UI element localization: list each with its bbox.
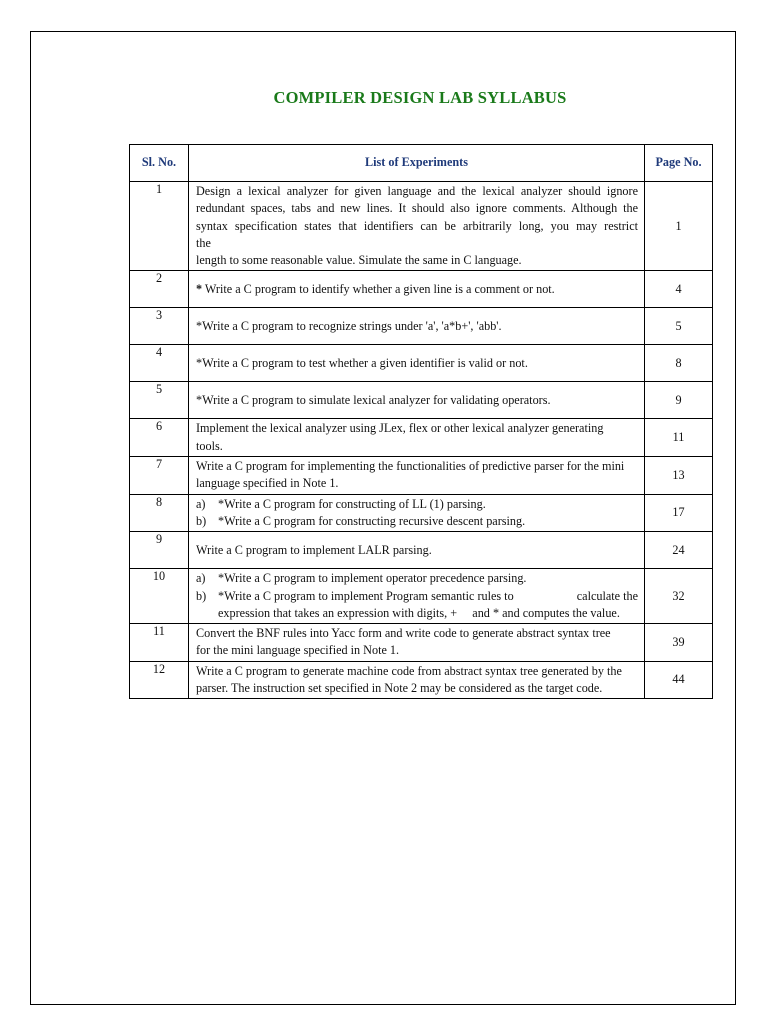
row-experiment: *Write a C program to test whether a given identifier is valid or not. (189, 345, 645, 382)
text-line: for the mini language specified in Note 1. (196, 643, 400, 658)
sub-item-text: *Write a C program to implement operator precedence parsing. (218, 571, 527, 586)
table-header-row (130, 145, 713, 182)
sub-item-text: *Write a C program for constructing of LL (1) parsing. (218, 496, 486, 511)
text-line: the (196, 235, 211, 250)
table-row (130, 419, 713, 457)
text-line: Design a lexical analyzer for given language and the lexical analyzer should ignore (196, 184, 638, 198)
row-sl-no: 8 (130, 494, 189, 532)
table-row (130, 382, 713, 419)
row-experiment (189, 569, 645, 624)
row-experiment (189, 271, 645, 308)
row-page-no: 13 (645, 457, 713, 495)
row-sl-no: 1 (130, 182, 189, 271)
row-page-no: 32 (645, 569, 713, 624)
sub-item (196, 588, 638, 605)
row-page-no: 39 (645, 624, 713, 662)
table-row (130, 271, 713, 308)
sub-item (196, 570, 638, 587)
sub-item (196, 513, 638, 530)
row-sl-no: 3 (130, 308, 189, 345)
sub-item-text-left: *Write a C program to implement Program semantic rules to (218, 588, 514, 603)
row-experiment: Write a C program to implement LALR parsing. (189, 532, 645, 569)
row-page-no: 4 (645, 271, 713, 308)
row-sl-no: 9 (130, 532, 189, 569)
row-experiment (189, 661, 645, 699)
text-line: Convert the BNF rules into Yacc form and write code to generate abstract syntax tree (196, 626, 611, 641)
text-line: language specified in Note 1. (196, 476, 339, 491)
text-line: tools. (196, 438, 223, 453)
sub-item-text (218, 588, 638, 605)
table-row (130, 457, 713, 495)
row-experiment: *Write a C program to simulate lexical analyzer for validating operators. (189, 382, 645, 419)
table-row (130, 532, 713, 569)
star-mark: * (196, 281, 203, 296)
row-page-no: 11 (645, 419, 713, 457)
row-sl-no: 5 (130, 382, 189, 419)
row-page-no: 17 (645, 494, 713, 532)
table-row (130, 569, 713, 624)
text-line: parser. The instruction set specified in Note 2 may be considered as the target code. (196, 681, 603, 696)
sub-item-label: b) (196, 588, 207, 603)
row-sl-no: 10 (130, 569, 189, 624)
table-row (130, 308, 713, 345)
row-page-no: 8 (645, 345, 713, 382)
table-row (130, 624, 713, 662)
text-line: Implement the lexical analyzer using JLex, flex or other lexical analyzer generating (196, 421, 604, 436)
text-line: length to some reasonable value. Simulate the same in C language. (196, 253, 522, 268)
row-experiment (189, 182, 645, 271)
table-row (130, 661, 713, 699)
row-sl-no: 7 (130, 457, 189, 495)
header-page-no: Page No. (645, 145, 713, 182)
row-experiment (189, 457, 645, 495)
sub-item (196, 496, 638, 513)
row-sl-no: 6 (130, 419, 189, 457)
syllabus-table (129, 144, 713, 699)
text-line: Write a C program for implementing the functionalities of predictive parser for the mini (196, 459, 625, 474)
row-sl-no: 12 (130, 661, 189, 699)
row-experiment (189, 494, 645, 532)
row-page-no: 44 (645, 661, 713, 699)
sub-item-label: a) (196, 496, 206, 511)
sub-item-continuation: expression that takes an expression with digits, + and * and computes the value. (218, 605, 620, 620)
row-experiment (189, 624, 645, 662)
table-row (130, 182, 713, 271)
sub-item-text-right: calculate the (576, 588, 638, 603)
row-experiment: *Write a C program to recognize strings under 'a', 'a*b+', 'abb'. (189, 308, 645, 345)
text-line: syntax specification states that identifiers can be arbitrarily long, you may restrict (196, 218, 638, 233)
sub-item-label: a) (196, 571, 206, 586)
text-line: redundant spaces, tabs and new lines. It should also ignore comments. Although the (196, 201, 638, 216)
row-sl-no: 4 (130, 345, 189, 382)
table-row (130, 494, 713, 532)
page-title: COMPILER DESIGN LAB SYLLABUS (273, 88, 567, 107)
sub-item-text: *Write a C program for constructing recursive descent parsing. (218, 513, 526, 528)
row-page-no: 9 (645, 382, 713, 419)
row-page-no: 5 (645, 308, 713, 345)
row-sl-no: 2 (130, 271, 189, 308)
table-row (130, 345, 713, 382)
row-experiment (189, 419, 645, 457)
text-line: Write a C program to generate machine code from abstract syntax tree generated by the (196, 663, 622, 678)
row-sl-no: 11 (130, 624, 189, 662)
row-page-no: 24 (645, 532, 713, 569)
header-experiments: List of Experiments (189, 145, 645, 182)
row-page-no: 1 (645, 182, 713, 271)
text-line: Write a C program to identify whether a given line is a comment or not. (202, 281, 555, 296)
header-sl-no: Sl. No. (130, 145, 189, 182)
sub-item-label: b) (196, 513, 207, 528)
